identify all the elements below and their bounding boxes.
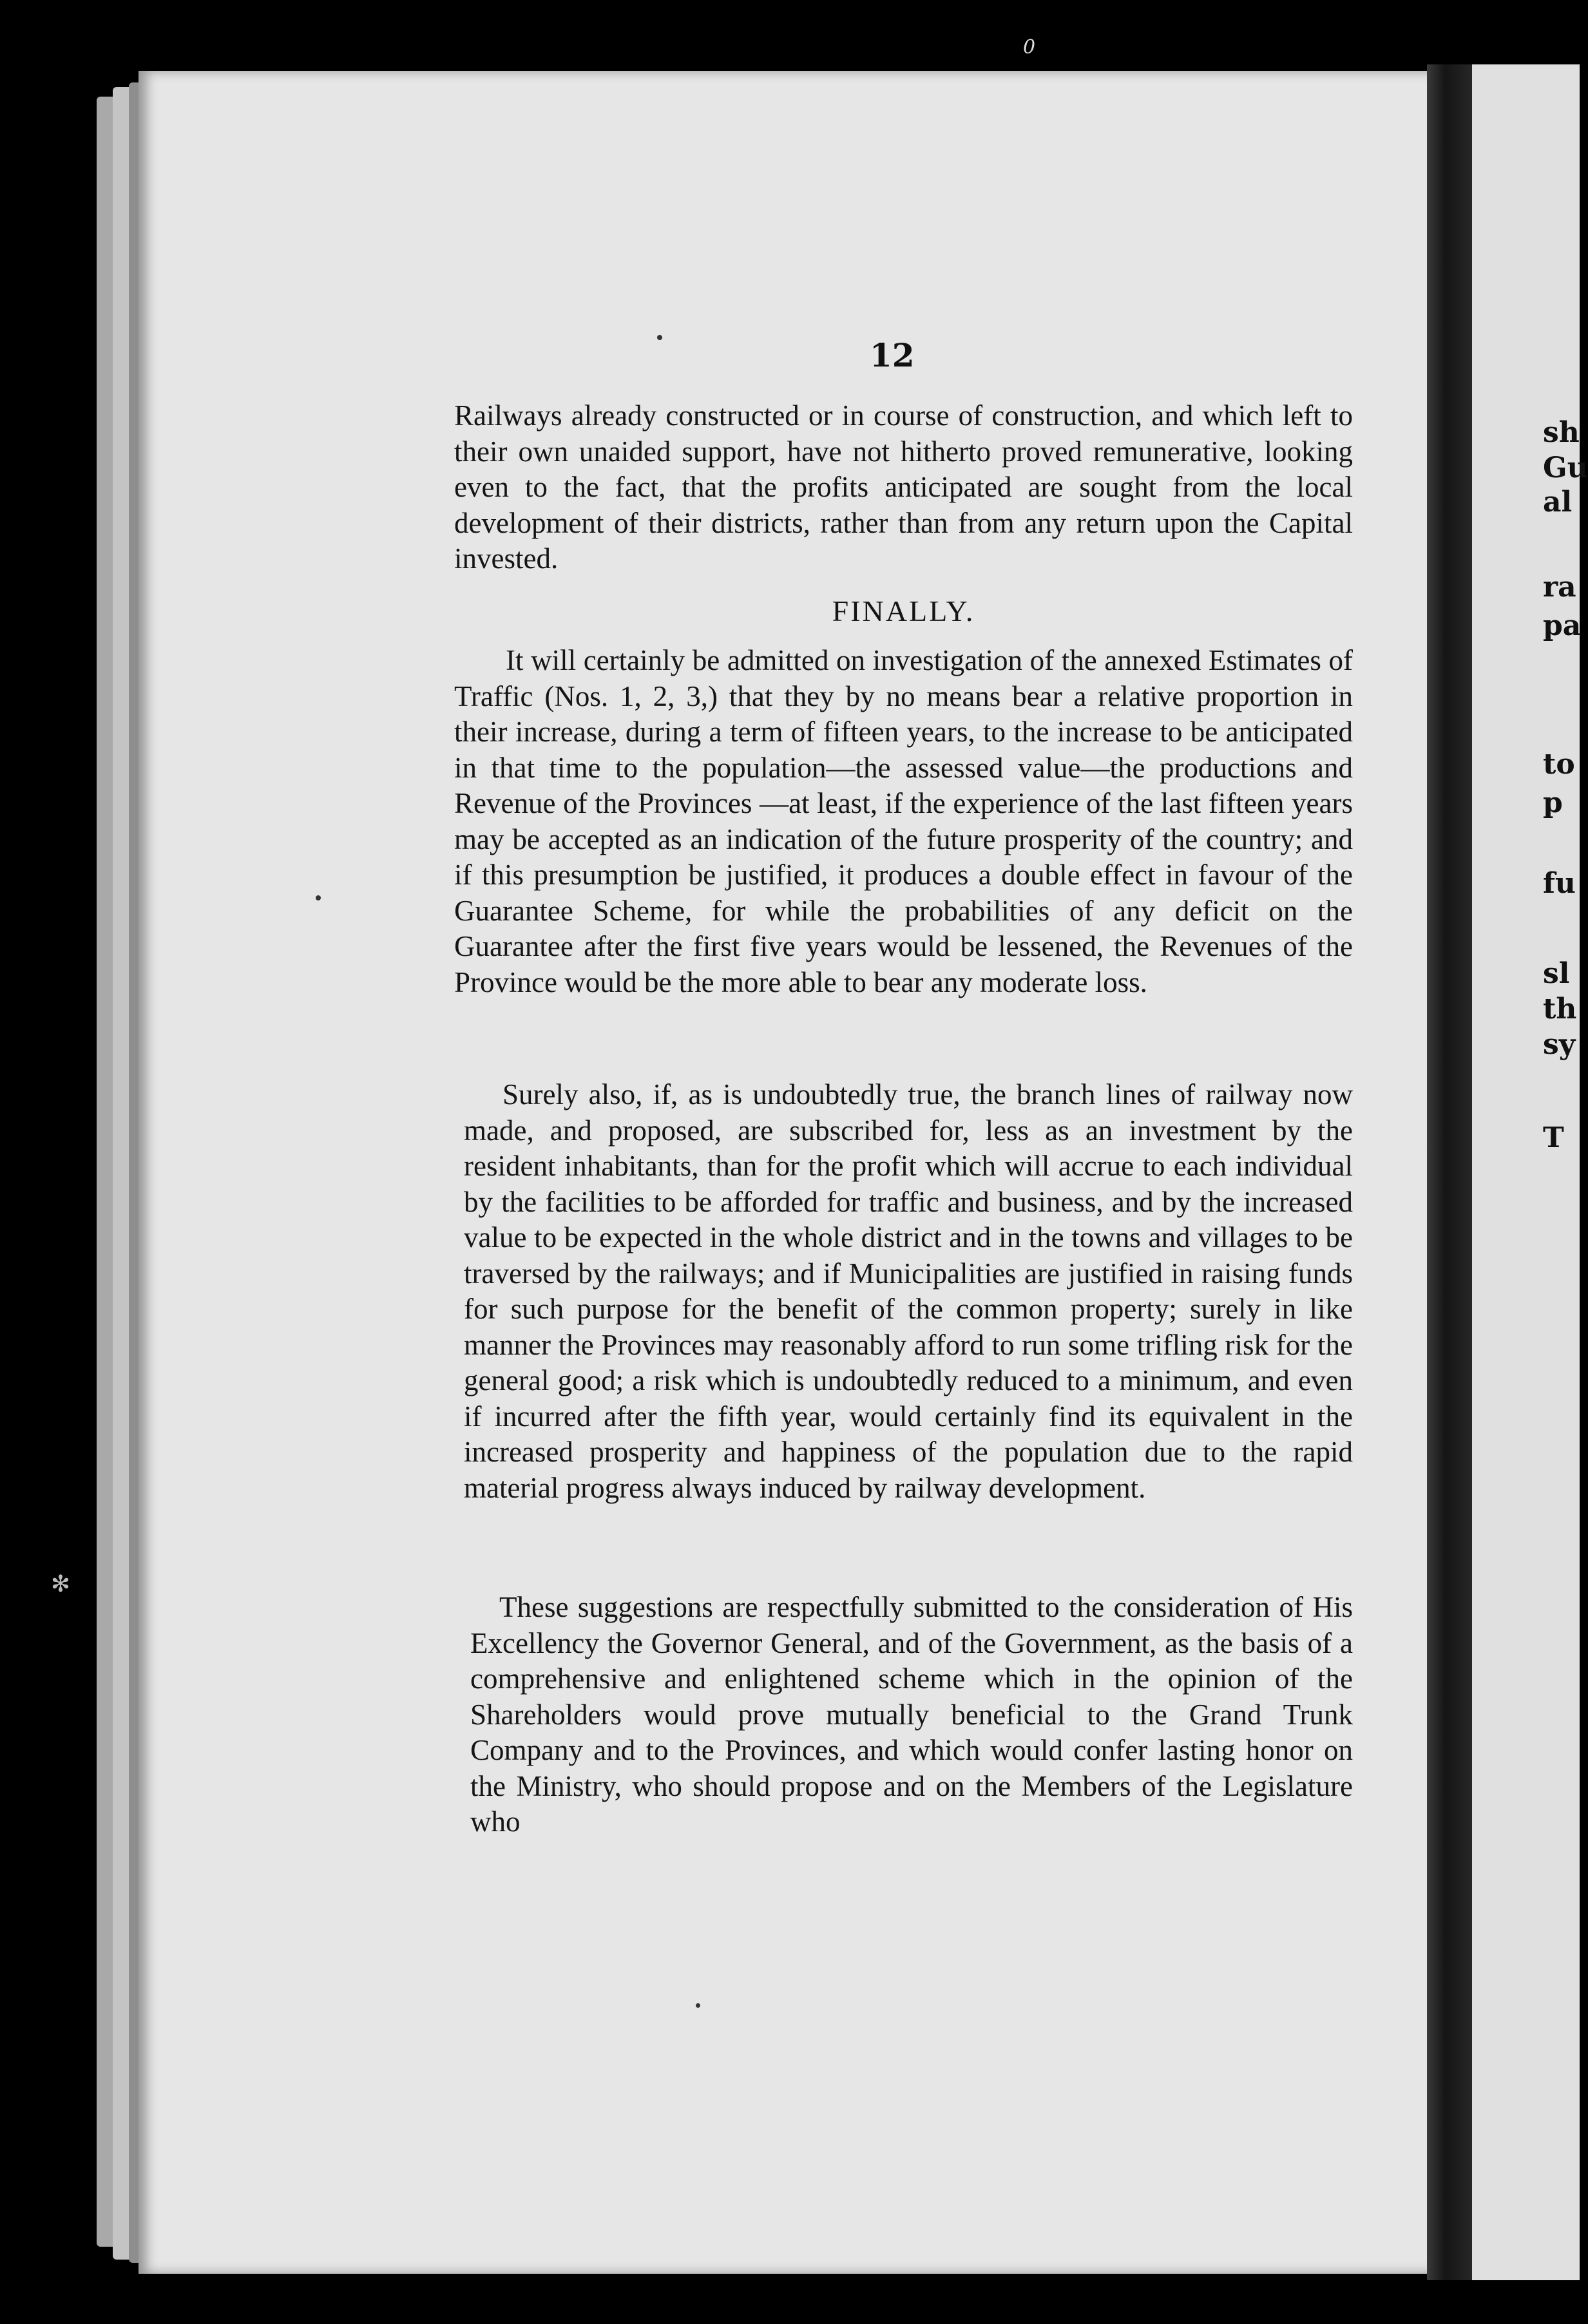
facing-fragment: to: [1543, 748, 1575, 781]
facing-fragment: pa: [1543, 609, 1582, 642]
facing-fragment: sh: [1543, 416, 1580, 449]
paragraph-text: It will certainly be admitted on investigation of the annexed Estimates of Traffic (Nos. 1, 2, 3,) that they by no means bear a relative proportion in their increase, during a term of fifteen years, to the increase to be anticipated in that time to the population—the assessed value—the productions and Revenue of the Provinces —at least, if the experience of the last fifteen years may be accepted as an indication of the future prosperity of the country; and if this presumption be justified, it produces a double effect in favour of the Guarantee Scheme, for while the probabilities of any deficit on the Guarantee after the first five years would be lessened, the Revenues of the Province would be the more able to bear any moderate loss.: [454, 644, 1353, 998]
facing-fragment: Gu: [1543, 452, 1588, 484]
paragraph-text: Railways already constructed or in course of construction, and which left to their own unaided support, have not hitherto proved remunerative, looking even to the fact, that the profits anticipated are sought from the local development of their districts, rather than from any return upon the Capital invested.: [454, 399, 1353, 575]
paragraph: [470, 1590, 1353, 1840]
scan-speck: [657, 335, 662, 340]
facing-fragment: ra: [1543, 571, 1576, 604]
top-mark: 0: [1023, 36, 1036, 59]
facing-fragment: al: [1543, 486, 1573, 519]
facing-fragment: fu: [1543, 867, 1576, 900]
facing-page: [1472, 64, 1580, 2280]
facing-fragment: sy: [1543, 1028, 1576, 1061]
scan-speck: [316, 895, 321, 900]
facing-fragment: T: [1543, 1121, 1564, 1154]
paragraph: [454, 398, 1353, 577]
section-heading: FINALLY.: [832, 595, 975, 627]
scan-blot-icon: ✻: [50, 1571, 71, 1597]
paragraph-text: These suggestions are respectfully submitted to the consideration of His Excellency the Governor General, and of the Government, as the basis of a comprehensive and enlightened scheme which in the opinion of the Shareholders would prove mutually beneficial to the Grand Trunk Company and to the Provinces, and which would confer lasting honor on the Ministry, who should propose and on the Members of the Legislature who: [470, 1591, 1353, 1838]
scan-speck: [696, 2003, 700, 2008]
paragraph: [454, 643, 1353, 1000]
paragraph-text: Surely also, if, as is undoubtedly true, the branch lines of railway now made, and proposed, are subscribed for, less as an investment by the resident inhabitants, than for the profit which will accrue to each individual by the facilities to be afforded for traffic and business, and by the increased value to be expected in the whole district and in the towns and villages to be traversed by the railways; and if Municipalities are justified in raising funds for such purpose for the benefit of the common property; surely in like manner the Provinces may reasonably afford to run some trifling risk for the general good; a risk which is undoubtedly reduced to a minimum, and even if incurred after the fifth year, would certainly find its equivalent in the increased prosperity and happiness of the population due to the rapid material progress always induced by railway development.: [464, 1078, 1353, 1504]
page-number: 12: [870, 336, 915, 374]
book-gutter: [1427, 64, 1472, 2280]
facing-fragment: th: [1543, 993, 1577, 1025]
paragraph: [464, 1077, 1353, 1506]
facing-fragment: sl: [1543, 957, 1570, 990]
facing-fragment: p: [1543, 786, 1563, 819]
